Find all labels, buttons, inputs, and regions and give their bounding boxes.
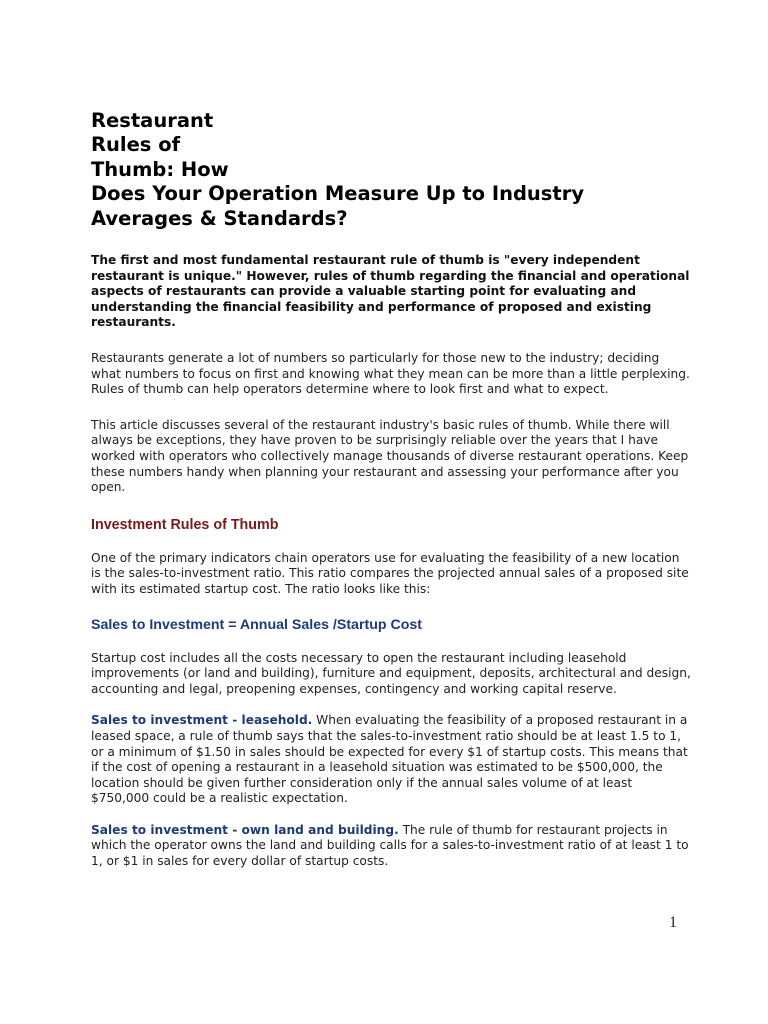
leasehold-paragraph — [91, 713, 691, 807]
paragraph-text: When evaluating the feasibility of a proposed restaurant in a leased space, a rule of thumb says that the sales-to-investment ratio should be at least 1.5 to 1, or a minimum of $1.50 in sales should be expected for every $1 of startup costs. This means that if the cost of opening a restaurant in a leasehold situation was estimated to be $500,000, the location should be given further consideration only if the annual sales volume of at least $750,000 could be a realistic expectation. — [91, 713, 688, 806]
title-line: Rules of — [91, 133, 181, 157]
document-page — [91, 109, 691, 870]
page-number: 1 — [669, 914, 677, 931]
title-line: Averages & Standards? — [91, 206, 348, 230]
title-line: Restaurant — [91, 109, 214, 132]
run-in-heading: Sales to investment - leasehold. — [91, 713, 313, 728]
title-line: Does Your Operation Measure Up to Industry — [91, 182, 585, 206]
paragraph-text: The rule of thumb for restaurant projects in which the operator owns the land and building calls for a sales-to-investment ratio of at least 1 to 1, or $1 in sales for every dollar of startup costs. — [91, 822, 689, 869]
run-in-heading: Sales to investment - own land and building. — [91, 822, 399, 837]
body-paragraph: One of the primary indicators chain operators use for evaluating the feasibility of a new location is the sales-to-investment ratio. This ratio compares the projected annual sales of a proposed site with its estimated startup cost. The ratio looks like this: — [91, 550, 689, 596]
body-paragraph: Startup cost includes all the costs necessary to open the restaurant including leasehold improvements (or land and building), furniture and equipment, deposits, architectural and design, accounting and legal, preopening expenses, contingency and working capital reserve. — [91, 650, 691, 696]
title-line: Thumb: How — [91, 157, 229, 181]
body-paragraph: Restaurants generate a lot of numbers so particularly for those new to the industry; deciding what numbers to focus on first and knowing what they mean can be more than a little perplexing. Rules of thumb can help operators determine where to look first and what to expect. — [91, 351, 690, 397]
formula-heading: Sales to Investment = Annual Sales /Startup Cost — [91, 616, 422, 633]
lead-paragraph: The first and most fundamental restaurant rule of thumb is "every independent restaurant is unique." However, rules of thumb regarding the financial and operational aspects of restaurants can provide a valuable starting point for evaluating and understanding the financial feasibility and performance of proposed and existing restaurants. — [91, 253, 690, 330]
document-title — [91, 109, 691, 231]
body-paragraph: This article discusses several of the restaurant industry's basic rules of thumb. While there will always be exceptions, they have proven to be surprisingly reliable over the years that I have worked with operators who collectively manage thousands of diverse restaurant operations. Keep these numbers handy when planning your restaurant and assessing your performance after you open. — [91, 417, 689, 495]
own-land-paragraph — [91, 823, 691, 870]
section-heading: Investment Rules of Thumb — [91, 516, 279, 533]
